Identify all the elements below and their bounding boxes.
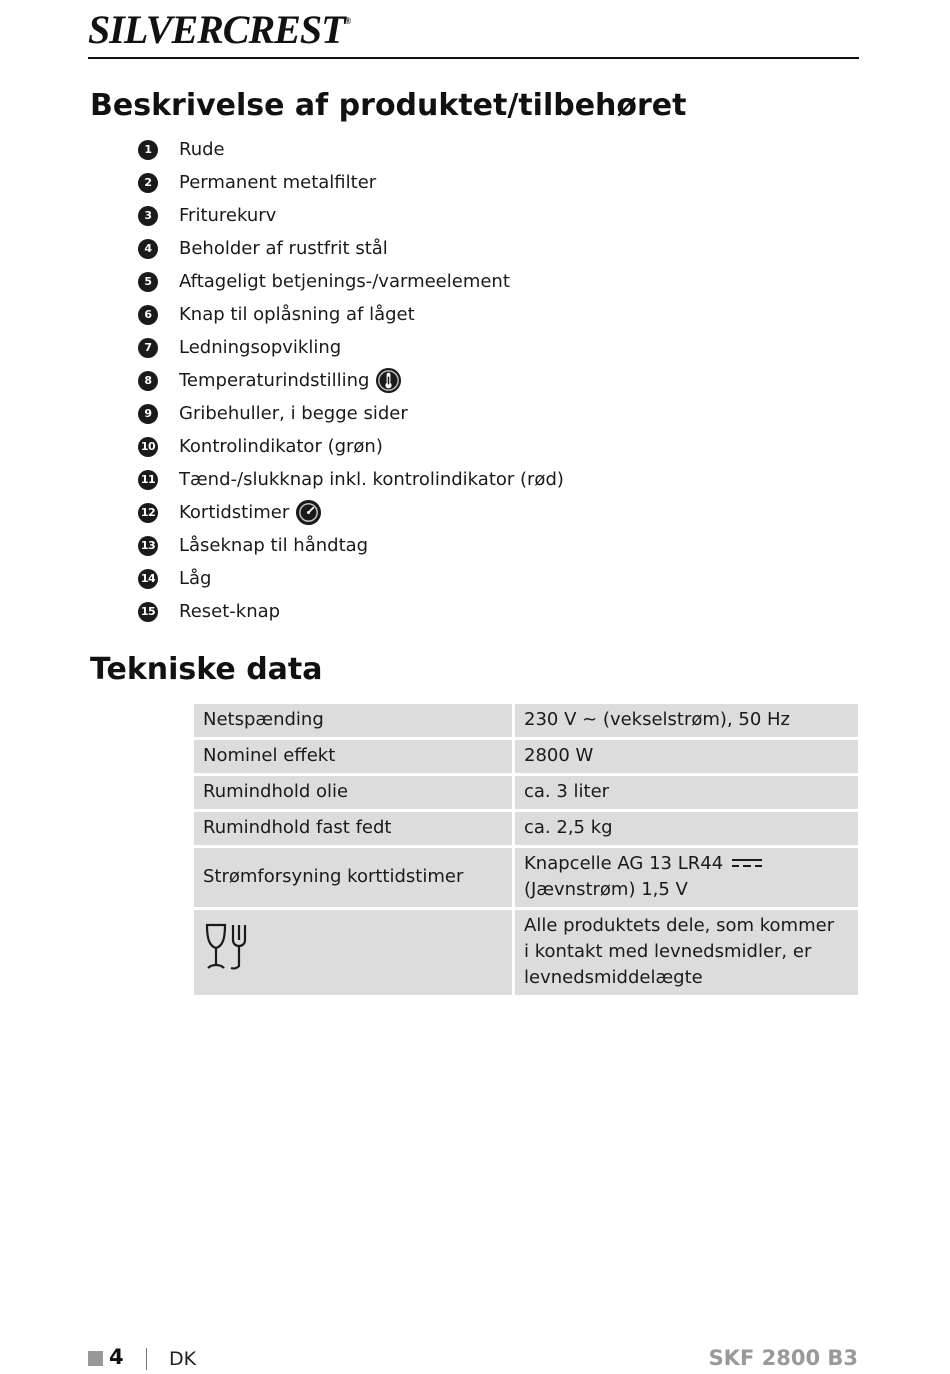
table-cell-value: ca. 2,5 kg xyxy=(515,812,858,848)
item-number: 14 xyxy=(138,569,158,589)
item-label: Temperaturindstilling xyxy=(179,370,370,391)
item-number: 2 xyxy=(138,173,158,193)
list-item xyxy=(138,232,564,265)
list-item xyxy=(138,562,564,595)
food-safe-glass-fork-icon xyxy=(203,958,251,979)
item-label: Permanent metalfilter xyxy=(179,172,377,193)
item-label: Friturekurv xyxy=(179,205,277,226)
item-label: Tænd-/slukknap inkl. kontrolindikator (rød) xyxy=(179,469,564,490)
list-item xyxy=(138,265,564,298)
table-cell-label: Rumindhold olie xyxy=(194,776,515,812)
item-number: 4 xyxy=(138,239,158,259)
dc-current-icon xyxy=(731,851,763,877)
value-line: levnedsmiddelægte xyxy=(524,967,703,988)
item-label: Aftageligt betjenings-/varmeelement xyxy=(179,271,510,292)
table-cell-value: 230 V ~ (vekselstrøm), 50 Hz xyxy=(515,704,858,740)
model-number: SKF 2800 B3 xyxy=(708,1346,858,1370)
footer-divider xyxy=(146,1348,147,1370)
item-label: Låg xyxy=(179,568,212,589)
brand-logo: SILVERCREST® xyxy=(88,7,351,52)
item-number: 10 xyxy=(138,437,158,457)
table-row xyxy=(194,848,858,910)
list-item xyxy=(138,199,564,232)
item-label: Beholder af rustfrit stål xyxy=(179,238,388,259)
table-row xyxy=(194,740,858,776)
timer-icon xyxy=(295,499,322,526)
item-number: 1 xyxy=(138,140,158,160)
list-item xyxy=(138,298,564,331)
list-item xyxy=(138,529,564,562)
description-heading: Beskrivelse af produktet/tilbehøret xyxy=(90,88,687,123)
table-row xyxy=(194,704,858,740)
item-number: 9 xyxy=(138,404,158,424)
technical-heading: Tekniske data xyxy=(90,652,323,687)
list-item xyxy=(138,595,564,628)
list-item xyxy=(138,430,564,463)
list-item xyxy=(138,364,564,397)
table-cell-value: ca. 3 liter xyxy=(515,776,858,812)
table-cell-value: 2800 W xyxy=(515,740,858,776)
list-item xyxy=(138,463,564,496)
list-item xyxy=(138,496,564,529)
item-label: Kontrolindikator (grøn) xyxy=(179,436,383,457)
page-number: 4 xyxy=(109,1345,124,1369)
table-cell-label: Nominel effekt xyxy=(194,740,515,776)
thermometer-icon xyxy=(375,367,402,394)
technical-data-table xyxy=(194,704,858,998)
value-line: Knapcelle AG 13 LR44 xyxy=(524,853,724,874)
value-line: Alle produktets dele, som kommer xyxy=(524,915,835,936)
table-cell-label xyxy=(194,910,515,998)
item-number: 3 xyxy=(138,206,158,226)
list-item xyxy=(138,133,564,166)
language-code: DK xyxy=(169,1348,197,1370)
table-cell-label: Netspænding xyxy=(194,704,515,740)
item-number: 11 xyxy=(138,470,158,490)
item-number: 15 xyxy=(138,602,158,622)
item-label: Ledningsopvikling xyxy=(179,337,342,358)
item-number: 12 xyxy=(138,503,158,523)
footer-square-marker xyxy=(88,1351,103,1366)
item-number: 5 xyxy=(138,272,158,292)
parts-list xyxy=(138,133,564,628)
table-cell-label: Strømforsyning korttidstimer xyxy=(194,848,515,910)
table-row xyxy=(194,812,858,848)
item-number: 6 xyxy=(138,305,158,325)
value-line: (Jævnstrøm) 1,5 V xyxy=(524,879,688,900)
table-cell-value xyxy=(515,848,858,910)
item-label: Knap til oplåsning af låget xyxy=(179,304,415,325)
item-label: Rude xyxy=(179,139,225,160)
table-cell-label: Rumindhold fast fedt xyxy=(194,812,515,848)
header-rule xyxy=(88,57,859,59)
item-label: Låseknap til håndtag xyxy=(179,535,369,556)
list-item xyxy=(138,397,564,430)
list-item xyxy=(138,331,564,364)
list-item xyxy=(138,166,564,199)
item-number: 7 xyxy=(138,338,158,358)
item-label: Gribehuller, i begge sider xyxy=(179,403,408,424)
item-number: 8 xyxy=(138,371,158,391)
value-line: i kontakt med levnedsmidler, er xyxy=(524,941,812,962)
item-label: Reset-knap xyxy=(179,601,281,622)
table-cell-value xyxy=(515,910,858,998)
item-label: Kortidstimer xyxy=(179,502,290,523)
table-row xyxy=(194,776,858,812)
table-row xyxy=(194,910,858,998)
item-number: 13 xyxy=(138,536,158,556)
